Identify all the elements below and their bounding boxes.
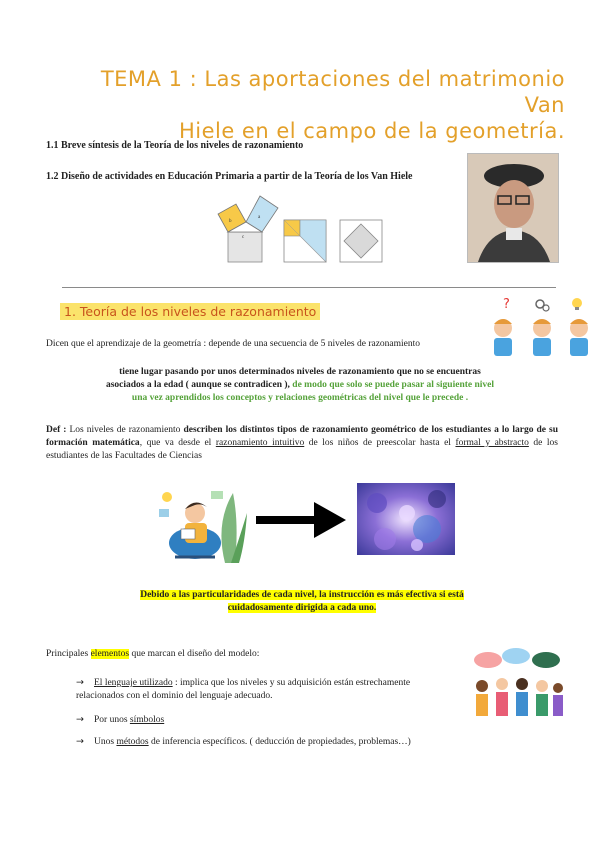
question-mark-icon: ? (503, 297, 510, 312)
person-1 (476, 680, 488, 716)
document-title (60, 66, 565, 144)
definition-text-2: , que va desde el (139, 438, 216, 448)
title-line-1: TEMA 1 : Las aportaciones del matrimonio Van (100, 67, 565, 117)
highlight-line-2: cuidadosamente dirigida a cada uno. (227, 603, 377, 613)
subtitle-1: 1.1 Breve síntesis de la Teoría de los niveles de razonamiento (46, 140, 304, 151)
person-5 (553, 683, 563, 716)
elements-intro-post: que marcan el diseño del modelo: (129, 649, 260, 659)
definition-underline-2: formal y abstracto (455, 438, 529, 448)
child-reading-illustration (155, 483, 247, 565)
pythagoras-square-right (340, 220, 382, 262)
elements-intro (46, 648, 259, 661)
bullet-language (76, 676, 458, 703)
svg-text:c: c (242, 235, 245, 240)
pythagoras-square-middle (284, 220, 326, 262)
kid-2 (533, 319, 551, 356)
kids-thinking-illustration (485, 296, 595, 358)
kid-3 (570, 319, 588, 356)
definition-bold: describen los distintos tipos de razonamiento geométrico de los estudiantes a lo largo de su formación matemática (46, 425, 559, 448)
person-3 (516, 678, 528, 716)
highlighted-statement (46, 589, 558, 615)
bullet-language-text: : implica que los niveles y su adquisición están estrechamente relacionados con el dominio del lenguaje adecuado. (76, 678, 411, 701)
abstract-texture-image (357, 483, 455, 555)
arrow-bullet-icon: → (76, 677, 84, 688)
levels-line-3: una vez aprendidos los conceptos y relaciones geométricas del nivel que le precede . (131, 393, 469, 403)
arrow-bullet-icon: → (76, 714, 84, 725)
elements-highlight: elementos (90, 649, 130, 659)
bullet-methods-pre: Unos (94, 737, 117, 747)
svg-text:a: a (258, 215, 261, 220)
section-heading: 1. Teoría de los niveles de razonamiento (60, 303, 320, 320)
definition-text-4: de los estudiantes de las Facultades de Ciencias (46, 438, 558, 461)
definition-text-3: de los niños de preescolar hasta el (304, 438, 456, 448)
kid-1 (494, 319, 512, 356)
section-divider (62, 287, 556, 288)
pythagoras-figure (200, 190, 390, 264)
portrait-drawing (468, 154, 558, 262)
bullet-symbols (76, 713, 164, 727)
intro-text: Dicen que el aprendizaje de la geometría : depende de una secuencia de 5 niveles de razonamiento (46, 339, 421, 349)
team-speech-illustration (470, 646, 566, 718)
arrow-right-icon (256, 500, 348, 540)
levels-line-2 (46, 379, 554, 392)
title-line-2: Hiele en el campo de la geometría. (178, 119, 565, 143)
gears-icon (536, 300, 549, 311)
svg-text:b: b (229, 219, 232, 224)
arrow-bullet-icon: → (76, 736, 84, 747)
definition-underline-1: razonamiento intuitivo (215, 438, 305, 448)
bullet-methods-underline: métodos (116, 737, 149, 747)
definition-paragraph (46, 424, 558, 463)
bullet-language-underline: El lenguaje utilizado (94, 678, 173, 688)
levels-line-2-green: de modo que solo se puede pasar al siguiente nivel (289, 380, 495, 390)
bullet-symbols-underline: símbolos (129, 715, 165, 725)
bullet-methods (76, 735, 411, 749)
levels-line-1: tiene lugar pasando por unos determinados niveles de razonamiento que no se encuentras (119, 367, 481, 377)
person-2 (496, 678, 508, 716)
definition-label: Def : (46, 425, 67, 435)
definition-text-1: Los niveles de razonamiento (66, 425, 184, 435)
levels-paragraph (46, 366, 554, 405)
bullet-symbols-pre: Por unos (94, 715, 130, 725)
levels-line-2-bold: asociados a la edad ( aunque se contradicen ), (105, 380, 290, 390)
bullet-methods-text: de inferencia específicos. ( deducción de propiedades, problemas…) (148, 737, 411, 747)
lightbulb-icon (572, 298, 582, 310)
subtitle-2: 1.2 Diseño de actividades en Educación Primaria a partir de la Teoría de los Van Hiele (46, 171, 413, 182)
highlight-line-1: Debido a las particularidades de cada nivel, la instrucción es más efectiva si está (140, 590, 464, 600)
pythagoras-square-left (218, 196, 278, 262)
elements-intro-pre: Principales (46, 649, 91, 659)
person-4 (536, 680, 548, 716)
van-hiele-portrait (467, 153, 559, 263)
